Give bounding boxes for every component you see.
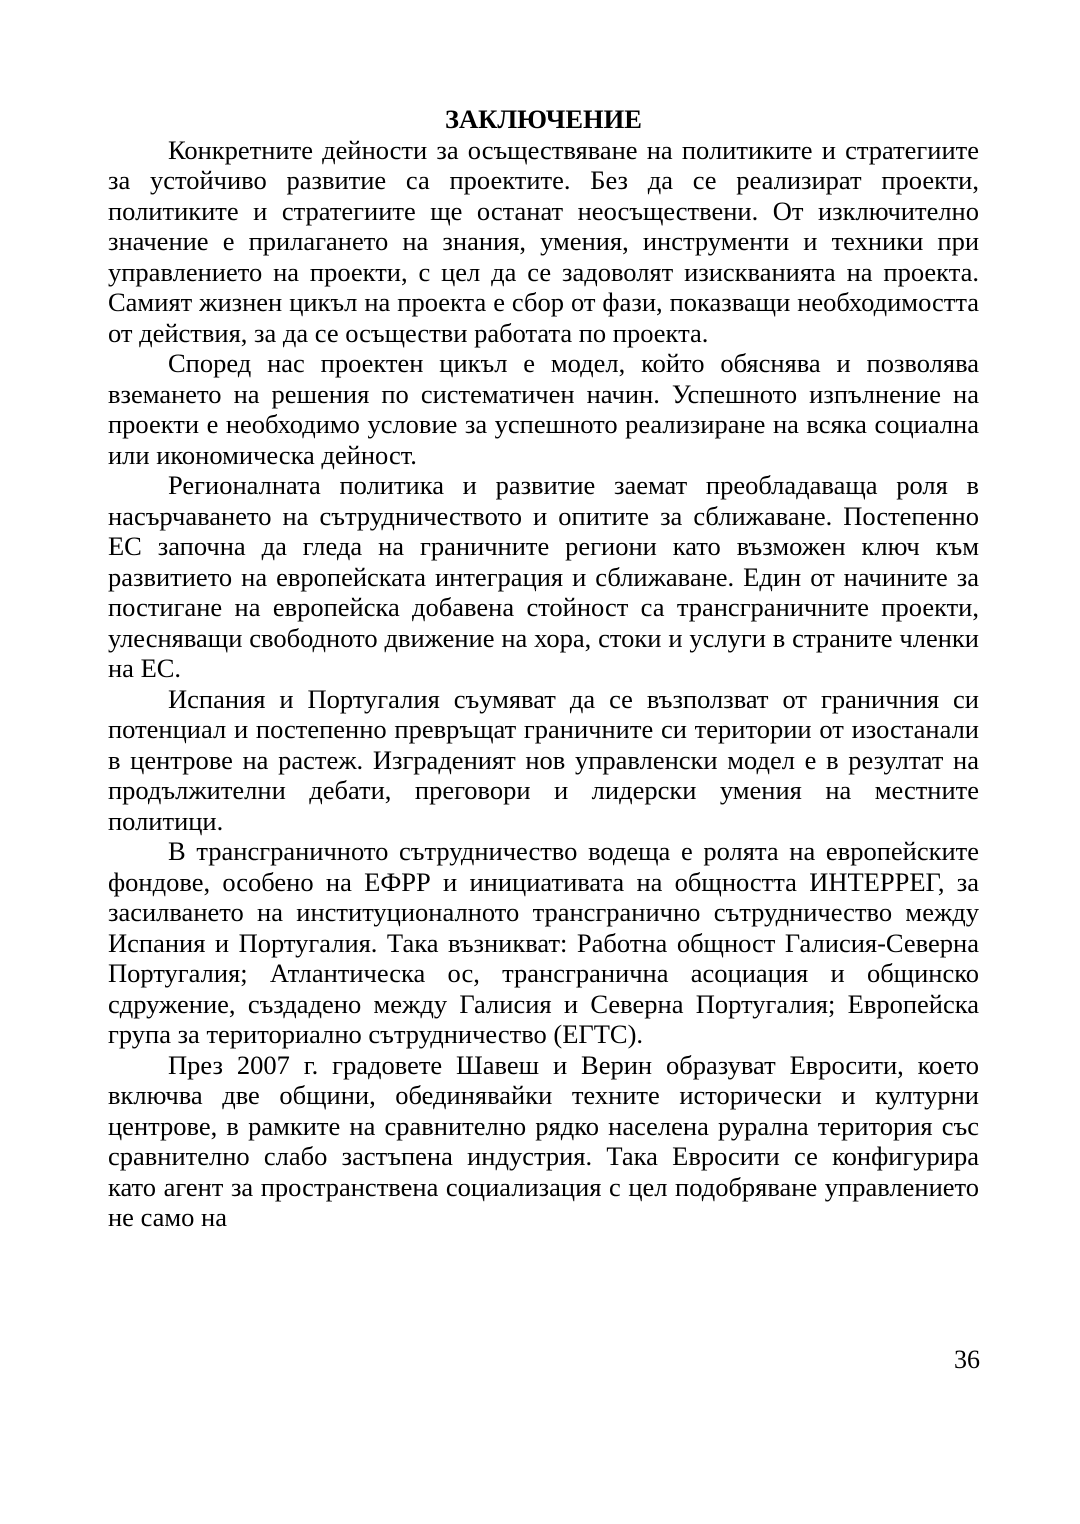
- document-body: [108, 104, 979, 1233]
- document-title: ЗАКЛЮЧЕНИЕ: [445, 104, 642, 134]
- page-number: 36: [954, 1345, 980, 1374]
- paragraph-cross-border-cooperation: В трансграничното сътрудничество водеща е ролята на европейските фондове, особено на ЕФРР и инициативата на общността ИНТЕРРЕГ, за засилването на институционалното трансгранично сътрудничество между Испания и Португалия. Така възникват: Работна общност Галисия-Северна Португалия; Атлантическа ос, трансгранична асоциация и общинско сдружение, създадено между Галисия и Северна Португалия; Европейска група за териториално сътрудничество (ЕГТС).: [108, 836, 979, 1049]
- paragraph-project-activities: Конкретните дейности за осъществяване на политиките и стратегиите за устойчиво развитие са проектите. Без да се реализират проекти, политиките и стратегиите ще останат неосъществени. От изключително значение е прилагането на знания, умения, инструменти и техники при управлението на проекти, с цел да се задоволят изискванията на проекта. Самият жизнен цикъл на проекта е сбор от фази, показващи необходимостта от действия, за да се осъществи работата по проекта.: [108, 134, 979, 348]
- paragraph-project-cycle: Според нас проектен цикъл е модел, който обяснява и позволява вземането на решения по систематичен начин. Успешното изпълнение на проекти е необходимо условие за успешното реализиране на всяка социална или икономическа дейност.: [108, 348, 979, 470]
- paragraph-regional-policy: Регионалната политика и развитие заемат преобладаваща роля в насърчаването на сътрудничеството и опитите за сближаване. Постепенно ЕС започна да гледа на граничните региони като възможен ключ към развитието на европейската интеграция и сближаване. Един от начините за постигане на европейска добавена стойност са трансграничните проекти, улесняващи свободното движение на хора, стоки и услуги в страните членки на ЕС.: [108, 470, 979, 683]
- paragraph-spain-portugal: Испания и Португалия съумяват да се възползват от граничния си потенциал и постепенно превръщат граничните си територии от изостанали в центрове на растеж. Изграденият нов управленски модел е в резултат на продължителни дебати, преговори и лидерски умения на местните политици.: [108, 683, 979, 836]
- paragraph-eurocity: През 2007 г. градовете Шавеш и Верин образуват Евросити, което включва две общини, обединявайки техните исторически и културни центрове, в рамките на сравнително рядко населена рурална територия със сравнително слабо застъпена индустрия. Така Евросити се конфигурира като агент за пространствена социализация с цел подобряване управлението не само на: [108, 1049, 979, 1232]
